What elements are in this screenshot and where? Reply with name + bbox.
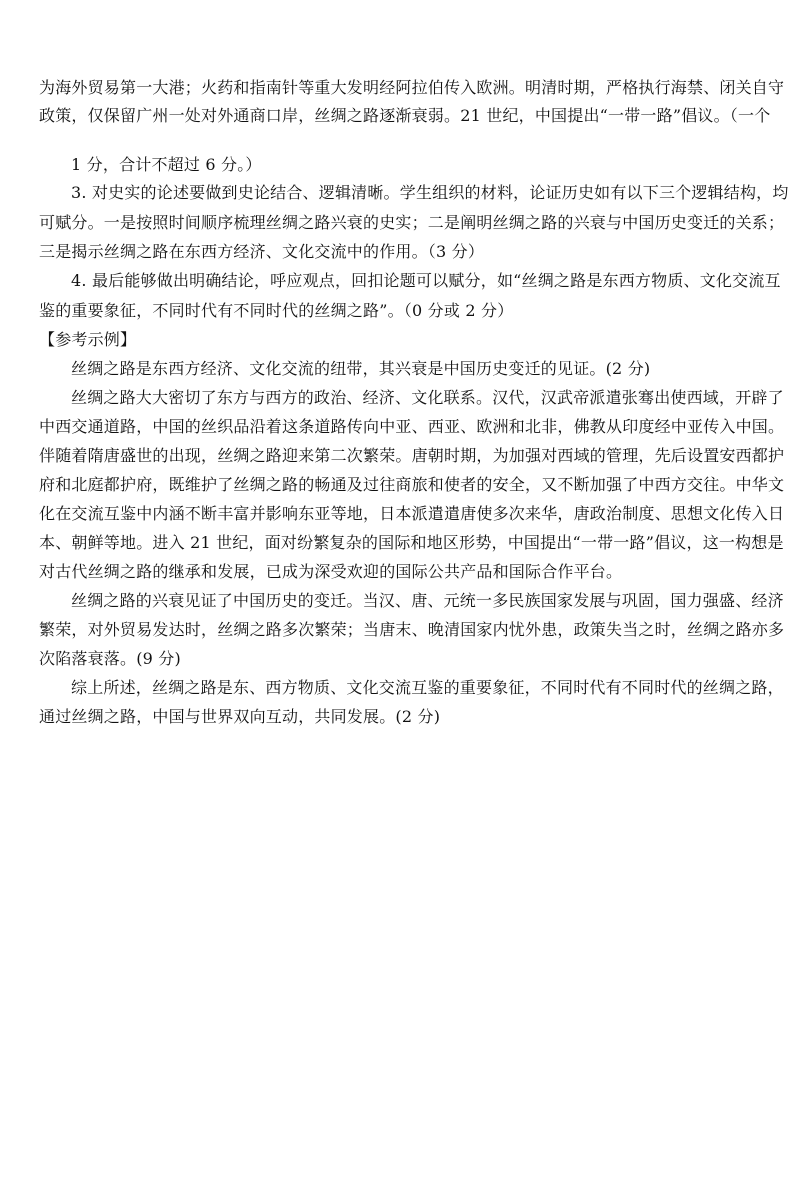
text-line: 丝绸之路是东西方经济、文化交流的纽带，其兴衰是中国历史变迁的见证。(2 分) bbox=[71, 359, 651, 378]
text-line: 府和北庭都护府，既维护了丝绸之路的畅通及过往商旅和使者的安全，又不断加强了中西方交往。中华文 bbox=[39, 475, 785, 494]
text-line: 繁荣，对外贸易发达时，丝绸之路多次繁荣；当唐末、晚清国家内忧外患，政策失当之时，丝绸之路亦多 bbox=[39, 620, 785, 639]
text-line: 通过丝绸之路，中国与世界双向互动，共同发展。(2 分) bbox=[39, 707, 441, 726]
text-line: 政策，仅保留广州一处对外通商口岸，丝绸之路逐渐衰弱。21 世纪，中国提出“一带一路”倡议。（一个 bbox=[39, 106, 771, 125]
text-line: 为海外贸易第一大港；火药和指南针等重大发明经阿拉伯传入欧洲。明清时期，严格执行海禁、闭关自守 bbox=[39, 78, 785, 97]
text-line: 丝绸之路的兴衰见证了中国历史的变迁。当汉、唐、元统一多民族国家发展与巩固，国力强盛、经济 bbox=[71, 591, 784, 610]
text-line: 化在交流互鉴中内涵不断丰富并影响东亚等地，日本派遣遣唐使多次来华，唐政治制度、思想文化传入日 bbox=[39, 504, 785, 523]
text-line: 对古代丝绸之路的继承和发展，已成为深受欢迎的国际公共产品和国际合作平台。 bbox=[39, 562, 623, 581]
text-line: 4. 最后能够做出明确结论，呼应观点，回扣论题可以赋分，如“丝绸之路是东西方物质、文化交流互 bbox=[71, 271, 781, 290]
section-heading: 【参考示例】 bbox=[39, 330, 137, 349]
text-line: 3. 对史实的论述要做到史论结合、逻辑清晰。学生组织的材料，论证历史如有以下三个逻辑结构，均 bbox=[71, 183, 789, 202]
text-line: 可赋分。一是按照时间顺序梳理丝绸之路兴衰的史实；二是阐明丝绸之路的兴衰与中国历史变迁的关系； bbox=[39, 213, 785, 232]
text-line: 鉴的重要象征，不同时代有不同时代的丝绸之路”。（0 分或 2 分） bbox=[39, 301, 514, 320]
text-line: 综上所述，丝绸之路是东、西方物质、文化交流互鉴的重要象征，不同时代有不同时代的丝绸之路， bbox=[71, 678, 784, 697]
text-line: 三是揭示丝绸之路在东西方经济、文化交流中的作用。（3 分） bbox=[39, 242, 485, 261]
text-line: 本、朝鲜等地。进入 21 世纪，面对纷繁复杂的国际和地区形势，中国提出“一带一路”倡议，这一构想是 bbox=[39, 533, 784, 552]
text-line: 中西交通道路，中国的丝织品沿着这条道路传向中亚、西亚、欧洲和北非，佛教从印度经中亚传入中国。 bbox=[39, 417, 785, 436]
text-line: 次陷落衰落。(9 分) bbox=[39, 649, 181, 668]
text-line: 1 分，合计不超过 6 分。） bbox=[71, 155, 262, 174]
text-line: 丝绸之路大大密切了东方与西方的政治、经济、文化联系。汉代，汉武帝派遣张骞出使西域，开辟了 bbox=[71, 388, 784, 407]
text-line: 伴随着隋唐盛世的出现，丝绸之路迎来第二次繁荣。唐朝时期，为加强对西域的管理，先后设置安西都护 bbox=[39, 446, 785, 465]
